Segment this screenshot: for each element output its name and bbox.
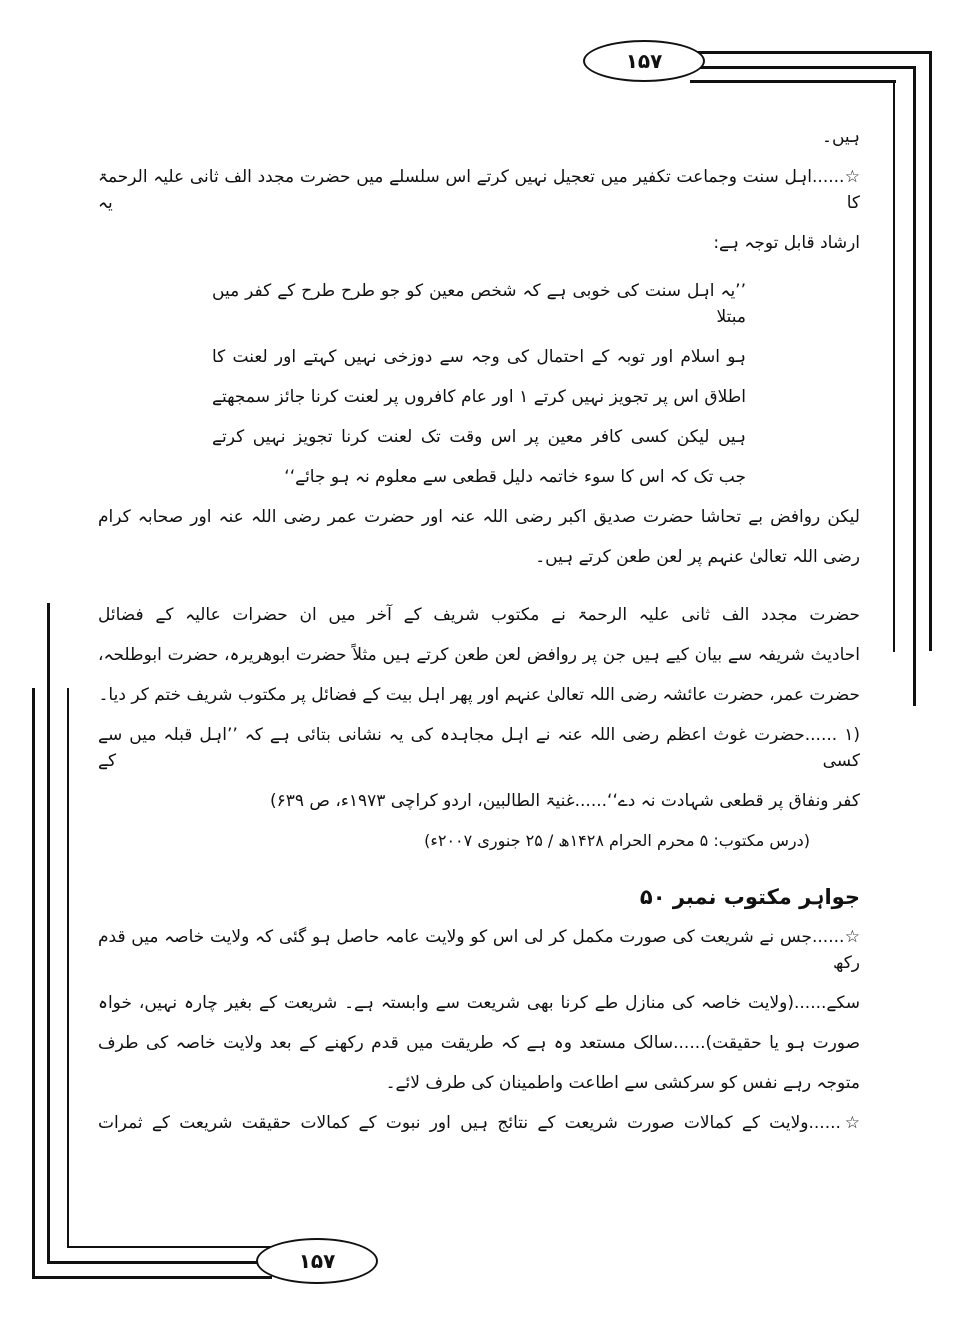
- quote-line: ’’یہ اہل سنت کی خوبی ہے کہ شخص معین کو جو طرح طرح کے کفر میں مبتلا: [212, 281, 746, 327]
- text-line: حضرت عمر، حضرت عائشہ رضی اللہ تعالیٰ عنہم اور پھر اہل بیت کے فضائل پر مکتوب شریف ختم کر دیا۔: [98, 685, 860, 705]
- text-line: رضی اللہ تعالیٰ عنہم پر لعن طعن کرتے ہیں۔: [535, 547, 860, 567]
- quote-block: [212, 278, 746, 490]
- quote-line: ہو اسلام اور توبہ کے احتمال کی وجہ سے دوزخی نہیں کہتے اور لعنت کا: [212, 347, 746, 367]
- page-number-top: ۱۵۷: [583, 40, 705, 82]
- quote-line: جب تک کہ اس کا سوء خاتمہ دلیل قطعی سے معلوم نہ ہو جائے‘‘: [284, 467, 746, 487]
- page-body: [98, 124, 860, 1150]
- quote-line: اطلاق اس پر تجویز نہیں کرتے ۱ اور عام کافروں پر لعنت کرنا جائز سمجھتے: [212, 387, 746, 407]
- frame-line: [893, 80, 895, 652]
- footnote-line: (۱ ......حضرت غوث اعظم رضی اللہ عنہ نے اہل مجاہدہ کی یہ نشانی بتائی ہے کہ ’’اہل قبلہ میں سے کسی کے: [98, 725, 860, 771]
- text-line: ☆......جس نے شریعت کی صورت مکمل کر لی اس کو ولایت عامہ حاصل ہو گئی کہ ولایت خاصہ میں قدم رکھ: [98, 927, 860, 973]
- quote-line: ہیں لیکن کسی کافر معین پر اس وقت تک لعنت کرنا تجویز نہیں کرتے: [212, 427, 746, 447]
- text-line: متوجہ رہے نفس کو سرکشی سے اطاعت واطمینان کی طرف لائے۔: [385, 1073, 860, 1093]
- text-line: ☆......اہل سنت وجماعت تکفیر میں تعجیل نہیں کرتے اس سلسلے میں حضرت مجدد الف ثانی علیہ الرحمۃ کا یہ: [98, 167, 860, 213]
- text-line: سکے......(ولایت خاصہ کی منازل طے کرنا بھی شریعت سے وابستہ ہے۔ شریعت کے بغیر چارہ نہیں، خواہ: [98, 993, 860, 1013]
- text-line: ارشاد قابل توجہ ہے:: [713, 233, 860, 253]
- text-line: لیکن روافض بے تحاشا حضرت صدیق اکبر رضی اللہ عنہ اور حضرت عمر رضی اللہ عنہ اور صحابہ کرام: [98, 507, 860, 527]
- text-line: صورت ہو یا حقیقت)......سالک مستعد وہ ہے کہ طریقت میں قدم رکھنے کے بعد ولایت خاصہ کی طرف: [98, 1033, 860, 1053]
- text-line: ☆......ولایت کے کمالات صورت شریعت کے نتائج ہیں اور نبوت کے کمالات حقیقت شریعت کے ثمرات: [98, 1113, 860, 1133]
- frame-line: [690, 80, 896, 83]
- frame-line: [32, 688, 35, 1278]
- frame-line: [47, 603, 50, 1264]
- frame-line: [700, 66, 916, 69]
- frame-line: [47, 1261, 262, 1264]
- frame-line: [67, 1246, 272, 1248]
- frame-line: [67, 688, 69, 1248]
- frame-line: [690, 51, 932, 54]
- frame-line: [913, 66, 916, 706]
- text-line: ہیں۔: [822, 127, 860, 147]
- page-number-bottom: ۱۵۷: [256, 1238, 378, 1284]
- frame-line: [32, 1276, 272, 1279]
- lesson-date-note: (درس مکتوب: ۵ محرم الحرام ۱۴۲۸ھ / ۲۵ جنوری ۲۰۰۷ء): [424, 831, 810, 850]
- section-heading: جواہر مکتوب نمبر ۵۰: [639, 885, 860, 909]
- text-line: احادیث شریفہ سے بیان کیے ہیں جن پر روافض لعن طعن کرتے ہیں مثلاً حضرت ابوھریرہ، حضرت ابوطلحہ،: [98, 645, 860, 665]
- footnote-line: کفر ونفاق پر قطعی شہادت نہ دے‘‘......غنیۃ الطالبین، اردو کراچی ۱۹۷۳ء، ص ۶۳۹): [269, 791, 860, 811]
- frame-line: [929, 51, 932, 651]
- text-line: حضرت مجدد الف ثانی علیہ الرحمۃ نے مکتوب شریف کے آخر میں ان حضرات عالیہ کے فضائل: [98, 605, 860, 625]
